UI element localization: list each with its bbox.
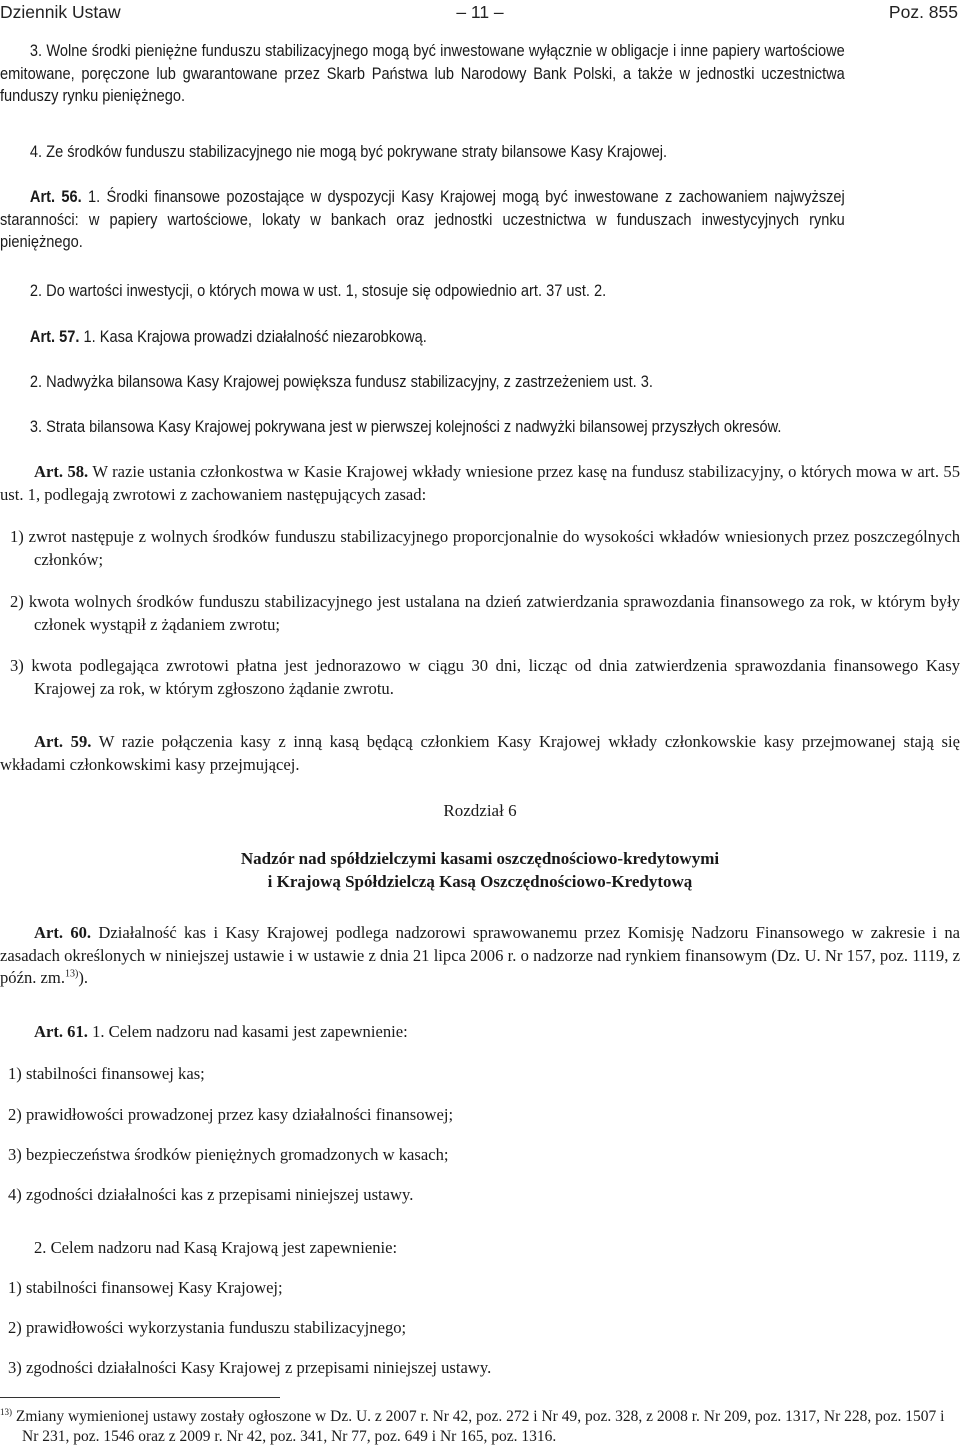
article-57-ust-3: 3. Strata bilansowa Kasy Krajowej pokrywana jest w pierwszej kolejności z nadwyżki bilansowej przyszłych okresów. [29,417,782,436]
article-label: Art. 59. [34,732,92,751]
article-59 [0,731,960,776]
footnote-reference[interactable]: 13) [64,968,79,980]
list-item: 3) zgodności działalności Kasy Krajowej z przepisami niniejszej ustawy. [8,1358,492,1377]
list-item: 2) prawidłowości prowadzonej przez kasy działalności finansowej; [8,1105,454,1124]
footnote-divider [0,1397,280,1398]
article-61 [0,1021,960,1044]
article-text: W razie połączenia kasy z inną kasą będącą członkiem Kasy Krajowej wkłady członkowskie kasy przejmowanej stają się wkładami członkowskimi kasy przejmującej. [0,732,960,774]
journal-title: Dziennik Ustaw [0,2,121,22]
chapter-title-line-2: i Krajową Spółdzielczą Kasą Oszczędnościowo-Kredytową [267,872,693,891]
page-number: – 11 – [456,2,504,22]
list-item: 3) bezpieczeństwa środków pieniężnych gromadzonych w kasach; [8,1145,449,1164]
article-57 [0,326,845,349]
footnote-marker: 13) [0,1406,12,1417]
article-text: W razie ustania członkostwa w Kasie Krajowej wkłady wniesione przez kasę na fundusz stabilizacyjny, o których mowa w art. 55 ust. 1, podlegają zwrotowi z zachowaniem następujących zasad: [0,462,960,504]
article-label: Art. 56. [29,187,82,206]
paragraph-ust-4: 4. Ze środków funduszu stabilizacyjnego nie mogą być pokrywane straty bilansowe Kasy Krajowej. [29,142,668,161]
list-item: 1) stabilności finansowej Kasy Krajowej; [8,1278,283,1297]
chapter-number: Rozdział 6 [443,801,517,820]
article-label: Art. 57. [29,327,80,346]
list-item: 2) kwota wolnych środków funduszu stabilizacyjnego jest ustalana na dzień zatwierdzania sprawozdania finansowego za rok, w którym były członek wystąpił z żądaniem zwrotu; [10,592,960,634]
article-57-ust-2: 2. Nadwyżka bilansowa Kasy Krajowej powiększa fundusz stabilizacyjny, z zastrzeżeniem ust. 3. [29,372,653,391]
list-item: 4) zgodności działalności kas z przepisami niniejszej ustawy. [8,1185,414,1204]
footnote [0,1407,960,1447]
article-61-ust-2: 2. Celem nadzoru nad Kasą Krajową jest zapewnienie: [34,1238,398,1257]
article-text: Działalność kas i Kasy Krajowej podlega nadzorowi sprawowanemu przez Komisję Nadzoru Finansowego w zakresie i na zasadach określonych w niniejszej ustawie i w ustawie z dnia 21 lipca 2006 r. o nadzorze nad rynkiem finansowym (Dz. U. Nr 157, poz. 1119, z późn. zm. [0,923,960,987]
position-number: Poz. 855 [888,2,958,22]
article-text: 1. Środki finansowe pozostające w dyspozycji Kasy Krajowej mogą być inwestowane z zachowaniem najwyższej staranności: w papiery wartościowe, lokaty w bankach oraz jednostki uczestnictwa w funduszach inwestycyjnych rynku pieniężnego. [0,187,845,251]
article-56-ust-2: 2. Do wartości inwestycji, o których mowa w ust. 1, stosuje się odpowiednio art. 37 ust. 2. [29,281,607,300]
page-header [0,0,960,24]
article-text: 1. Kasa Krajowa prowadzi działalność niezarobkową. [83,327,427,346]
article-text: 1. Celem nadzoru nad kasami jest zapewnienie: [92,1022,408,1041]
article-60 [0,922,960,990]
list-item: 1) stabilności finansowej kas; [8,1064,205,1083]
list-item: 3) kwota podlegająca zwrotowi płatna jest jednorazowo w ciągu 30 dni, licząc od dnia zatwierdzenia sprawozdania finansowego Kasy Krajowej za rok, w którym zgłoszono żądanie zwrotu. [10,656,960,698]
article-label: Art. 58. [34,462,89,481]
article-label: Art. 61. [34,1022,88,1041]
paragraph-ust-3: 3. Wolne środki pieniężne funduszu stabilizacyjnego mogą być inwestowane wyłącznie w obligacje i inne papiery wartościowe emitowane, poręczone lub gwarantowane przez Skarb Państwa lub Narodowy Bank Polski, a także w jednostki uczestnictwa funduszy rynku pieniężnego. [0,41,845,105]
article-text-tail: ). [78,968,89,987]
article-56 [0,186,845,254]
list-item: 2) prawidłowości wykorzystania funduszu stabilizacyjnego; [8,1318,407,1337]
article-58 [0,461,960,506]
chapter-title-line-1: Nadzór nad spółdzielczymi kasami oszczędnościowo-kredytowymi [240,849,720,868]
list-item: 1) zwrot następuje z wolnych środków funduszu stabilizacyjnego proporcjonalnie do wysokości wkładów wniesionych przez poszczególnych członków; [10,527,960,569]
footnote-text: Zmiany wymienionej ustawy zostały ogłoszone w Dz. U. z 2007 r. Nr 42, poz. 272 i Nr 49, poz. 328, z 2008 r. Nr 209, poz. 1317, Nr 228, poz. 1507 i Nr 231, poz. 1546 oraz z 2009 r. Nr 42, poz. 341, Nr 77, poz. 649 i Nr 165, poz. 1316. [15,1408,945,1445]
article-label: Art. 60. [34,923,92,942]
